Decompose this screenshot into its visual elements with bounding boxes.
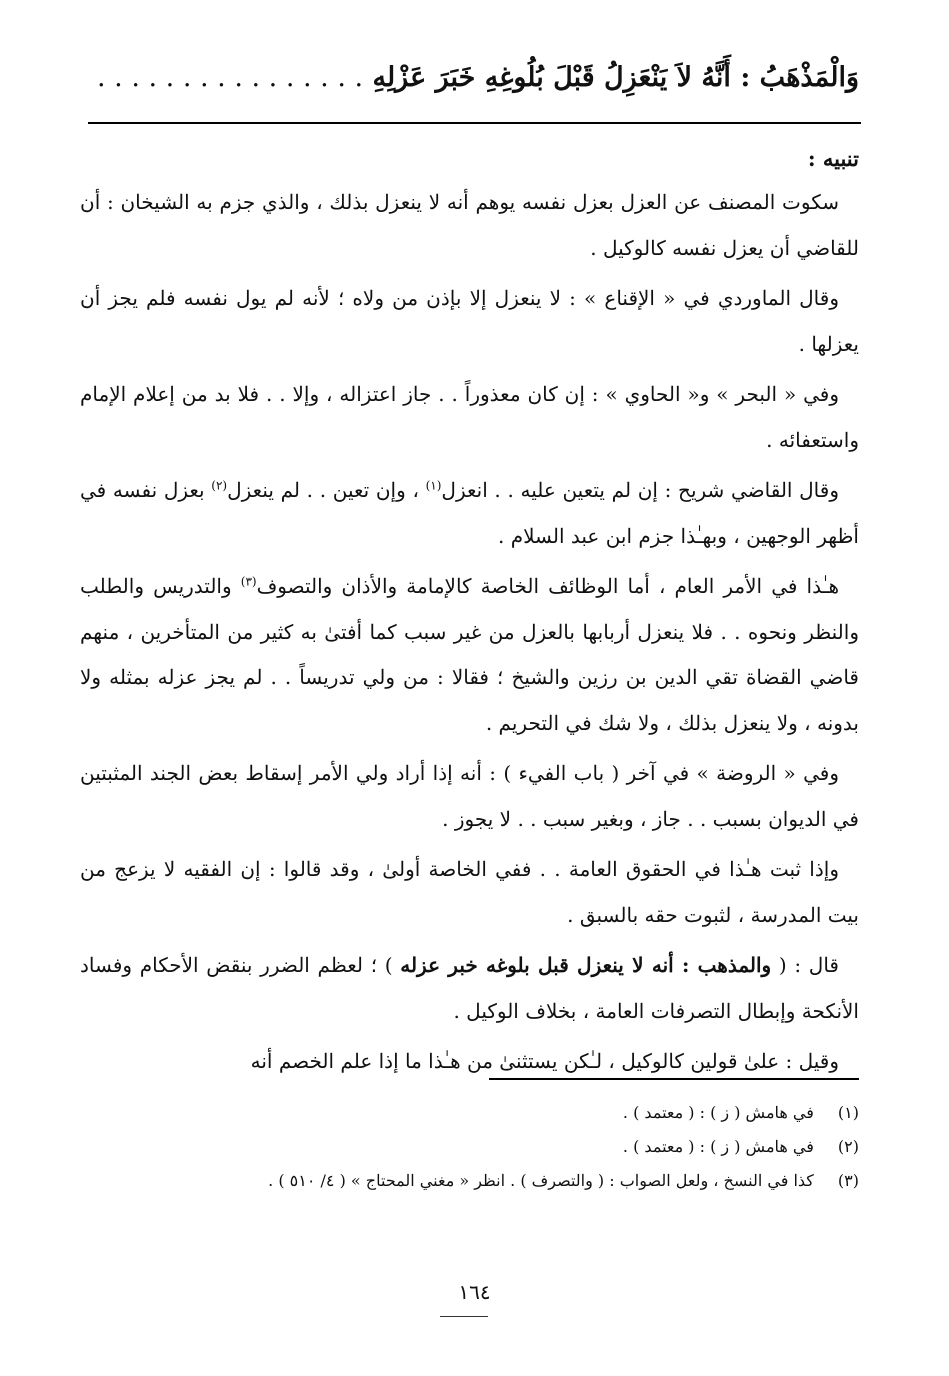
footnote-2-number: (٢) [837, 1137, 859, 1156]
page-number-underline [440, 1316, 488, 1317]
footnote-2-text: في هامش ( ز ) : ( معتمد ) . [622, 1137, 814, 1156]
paragraph-3: وفي « البحر » و« الحاوي » : إن كان معذوراً . . جاز اعتزاله ، وإلا . . فلا بد من إعلام الإمام واستعفائه . [80, 382, 859, 452]
paragraph-4-part-a: وقال القاضي شريح : إن لم يتعين عليه . . انعزل [441, 478, 839, 502]
paragraph-8 [80, 943, 859, 1034]
footnote-1-text: في هامش ( ز ) : ( معتمد ) . [622, 1103, 814, 1122]
paragraph-5-part-b: والتدريس والطلب والنظر ونحوه . . فلا ينعزل أربابها بالعزل من غير سبب كما أفتىٰ به كثير من المتأخرين ، منهم قاضي القضاة تقي الدين بن رزين والشيخ ؛ فقالا : من ولي تدريساً . . لم يجز عزله بمثله ولا بدونه ، ولا ينعزل بذلك ، ولا شك في التحريم . [80, 574, 859, 735]
paragraph-4-part-b: ، وإن تعين . . لم ينعزل [227, 478, 426, 502]
section-title: تنبيه : [807, 146, 859, 171]
header-text: وَالْمَذْهَبُ : أَنَّهُ لاَ يَنْعَزِلُ قَبْلَ بُلُوغِهِ خَبَرَ عَزْلِهِ [372, 62, 859, 93]
header-rule [88, 122, 861, 124]
paragraph-4-part-c: بعزل نفسه في أظهر الوجهين ، وبهـٰذا جزم ابن عبد السلام . [80, 478, 859, 548]
footnote-marker-1[interactable]: (١) [425, 478, 442, 493]
footnote-1 [80, 1096, 859, 1130]
footnote-separator [489, 1078, 859, 1080]
paragraph-2: وقال الماوردي في « الإقناع » : لا ينعزل إلا بإذن من ولاه ؛ لأنه لم يول نفسه فلم يجز أن يعزلها . [80, 286, 859, 356]
footnote-3-number: (٣) [837, 1171, 859, 1190]
footnote-marker-3[interactable]: (٣) [240, 574, 257, 589]
footnote-2 [80, 1130, 859, 1164]
paragraph-1: سكوت المصنف عن العزل بعزل نفسه يوهم أنه لا ينعزل بذلك ، والذي جزم به الشيخان : أن للقاضي أن يعزل نفسه كالوكيل . [80, 190, 859, 260]
matn-quote: والمذهب : أنه لا ينعزل قبل بلوغه خبر عزله [400, 953, 772, 977]
paragraph-8-part-b: ) ؛ لعظم الضرر بنقض الأحكام وفساد الأنكحة وإبطال التصرفات العامة ، بخلاف الوكيل . [80, 953, 859, 1023]
footnote-3 [80, 1164, 859, 1198]
page-number: ١٦٤ [458, 1280, 491, 1304]
paragraph-9: وقيل : علىٰ قولين كالوكيل ، لـٰكن يستثنىٰ من هـٰذا ما إذا علم الخصم أنه [250, 1049, 839, 1073]
footnote-marker-2[interactable]: (٢) [211, 478, 228, 493]
paragraph-4 [80, 468, 859, 559]
paragraph-7: وإذا ثبت هـٰذا في الحقوق العامة . . ففي الخاصة أولىٰ ، وقد قالوا : إن الفقيه لا يزعج من بيت المدرسة ، لثبوت حقه بالسبق . [80, 857, 859, 927]
footnote-3-text: كذا في النسخ ، ولعل الصواب : ( والتصرف ) . انظر « مغني المحتاج » ( ٤/ ٥١٠ ) . [268, 1171, 814, 1190]
main-text [80, 138, 859, 1090]
paragraph-5-part-a: هـٰذا في الأمر العام ، أما الوظائف الخاصة كالإمامة والأذان والتصوف [256, 574, 839, 598]
paragraph-5 [80, 564, 859, 746]
footnotes [80, 1096, 859, 1198]
paragraph-8-part-a: قال : ( [771, 953, 839, 977]
running-header [80, 48, 859, 108]
footnote-1-number: (١) [837, 1103, 859, 1122]
paragraph-6: وفي « الروضة » في آخر ( باب الفيء ) : أنه إذا أراد ولي الأمر إسقاط بعض الجند المثبتين في الديوان بسبب . . جاز ، وبغير سبب . . لا يجوز . [80, 761, 859, 831]
header-dots: . . . . . . . . . . . . . . . . [97, 62, 364, 93]
